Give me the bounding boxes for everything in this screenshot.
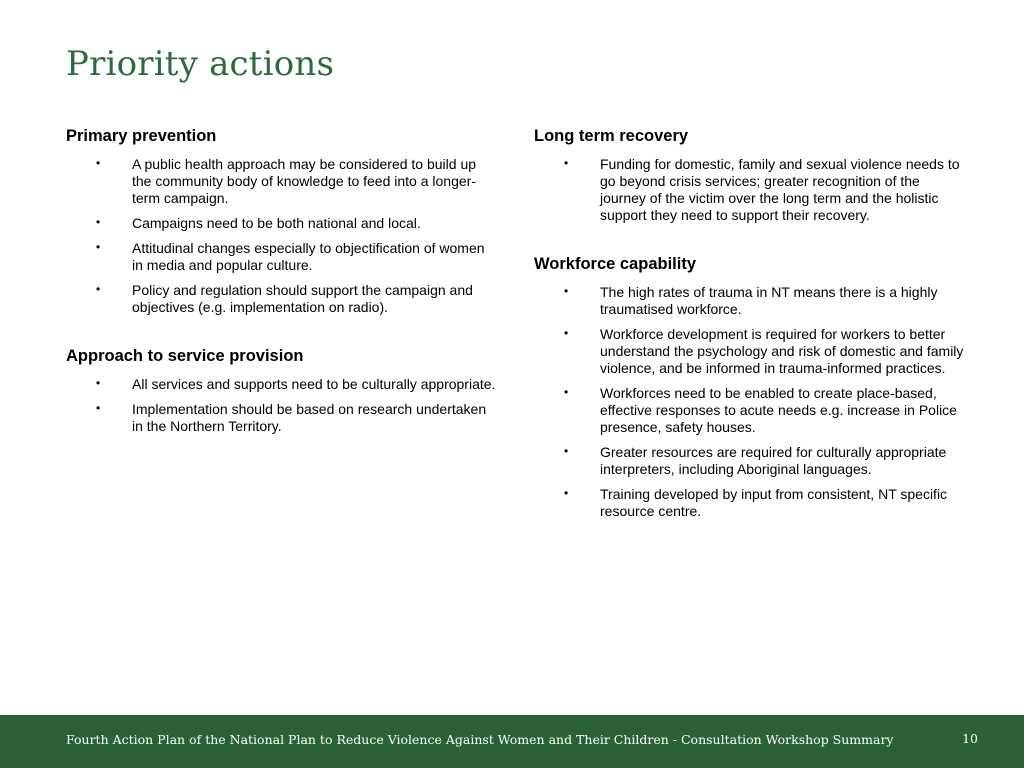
list-item: [534, 444, 964, 478]
bullet-icon: •: [564, 326, 569, 340]
list-item-text: Campaigns need to be both national and local.: [132, 215, 421, 231]
bullet-icon: •: [96, 282, 101, 296]
list-item-text: Greater resources are required for culturally appropriate interpreters, including Aboriginal languages.: [600, 444, 947, 477]
section-heading: Workforce capability: [534, 255, 696, 273]
section-workforce-capability: [534, 254, 964, 520]
list-item-text: Workforce development is required for workers to better understand the psychology and risk of domestic and family violence, and be informed in trauma-informed practices.: [600, 326, 964, 376]
list-item: [534, 486, 964, 520]
list-item: [534, 326, 964, 377]
bullet-list: [534, 284, 964, 520]
list-item-text: Training developed by input from consistent, NT specific resource centre.: [600, 486, 948, 519]
list-item-text: Attitudinal changes especially to objectification of women in media and popular culture.: [132, 240, 485, 273]
footer-bar: [0, 715, 1024, 768]
bullet-icon: •: [96, 240, 101, 254]
section-approach-to-service-provision: [66, 346, 496, 435]
list-item-text: Implementation should be based on research undertaken in the Northern Territory.: [132, 401, 487, 434]
list-item: [66, 401, 496, 435]
bullet-icon: •: [564, 385, 569, 399]
page-title: Priority actions: [66, 44, 335, 84]
section-heading: Primary prevention: [66, 127, 217, 145]
bullet-icon: •: [96, 376, 101, 390]
list-item-text: Policy and regulation should support the campaign and objectives (e.g. implementation on radio).: [132, 282, 473, 315]
section-long-term-recovery: [534, 126, 964, 224]
page-number: 10: [962, 731, 978, 746]
list-item: [66, 376, 496, 393]
list-item-text: All services and supports need to be culturally appropriate.: [132, 376, 496, 392]
list-item-text: Funding for domestic, family and sexual violence needs to go beyond crisis services; greater recognition of the journey of the victim over the long term and the holistic support they need to support their recovery.: [600, 156, 960, 223]
list-item: [534, 156, 964, 224]
list-item: [66, 240, 496, 274]
bullet-icon: •: [564, 444, 569, 458]
list-item: [534, 284, 964, 318]
list-item: [66, 156, 496, 207]
right-column: [534, 126, 964, 550]
list-item: [534, 385, 964, 436]
section-heading: Approach to service provision: [66, 347, 304, 365]
list-item-text: A public health approach may be considered to build up the community body of knowledge to feed into a longer-term campaign.: [132, 156, 477, 206]
list-item-text: Workforces need to be enabled to create place-based, effective responses to acute needs e.g. increase in Police presence, safety houses.: [600, 385, 957, 435]
bullet-icon: •: [564, 284, 569, 298]
list-item-text: The high rates of trauma in NT means there is a highly traumatised workforce.: [600, 284, 938, 317]
footer-text: Fourth Action Plan of the National Plan to Reduce Violence Against Women and Their Children - Consultation Workshop Summary: [66, 732, 894, 747]
bullet-list: [66, 376, 496, 435]
list-item: [66, 215, 496, 232]
bullet-list: [534, 156, 964, 224]
left-column: [66, 126, 496, 465]
bullet-list: [66, 156, 496, 316]
bullet-icon: •: [564, 486, 569, 500]
bullet-icon: •: [96, 215, 101, 229]
bullet-icon: •: [564, 156, 569, 170]
list-item: [66, 282, 496, 316]
section-primary-prevention: [66, 126, 496, 316]
section-heading: Long term recovery: [534, 127, 689, 145]
bullet-icon: •: [96, 401, 101, 415]
bullet-icon: •: [96, 156, 101, 170]
